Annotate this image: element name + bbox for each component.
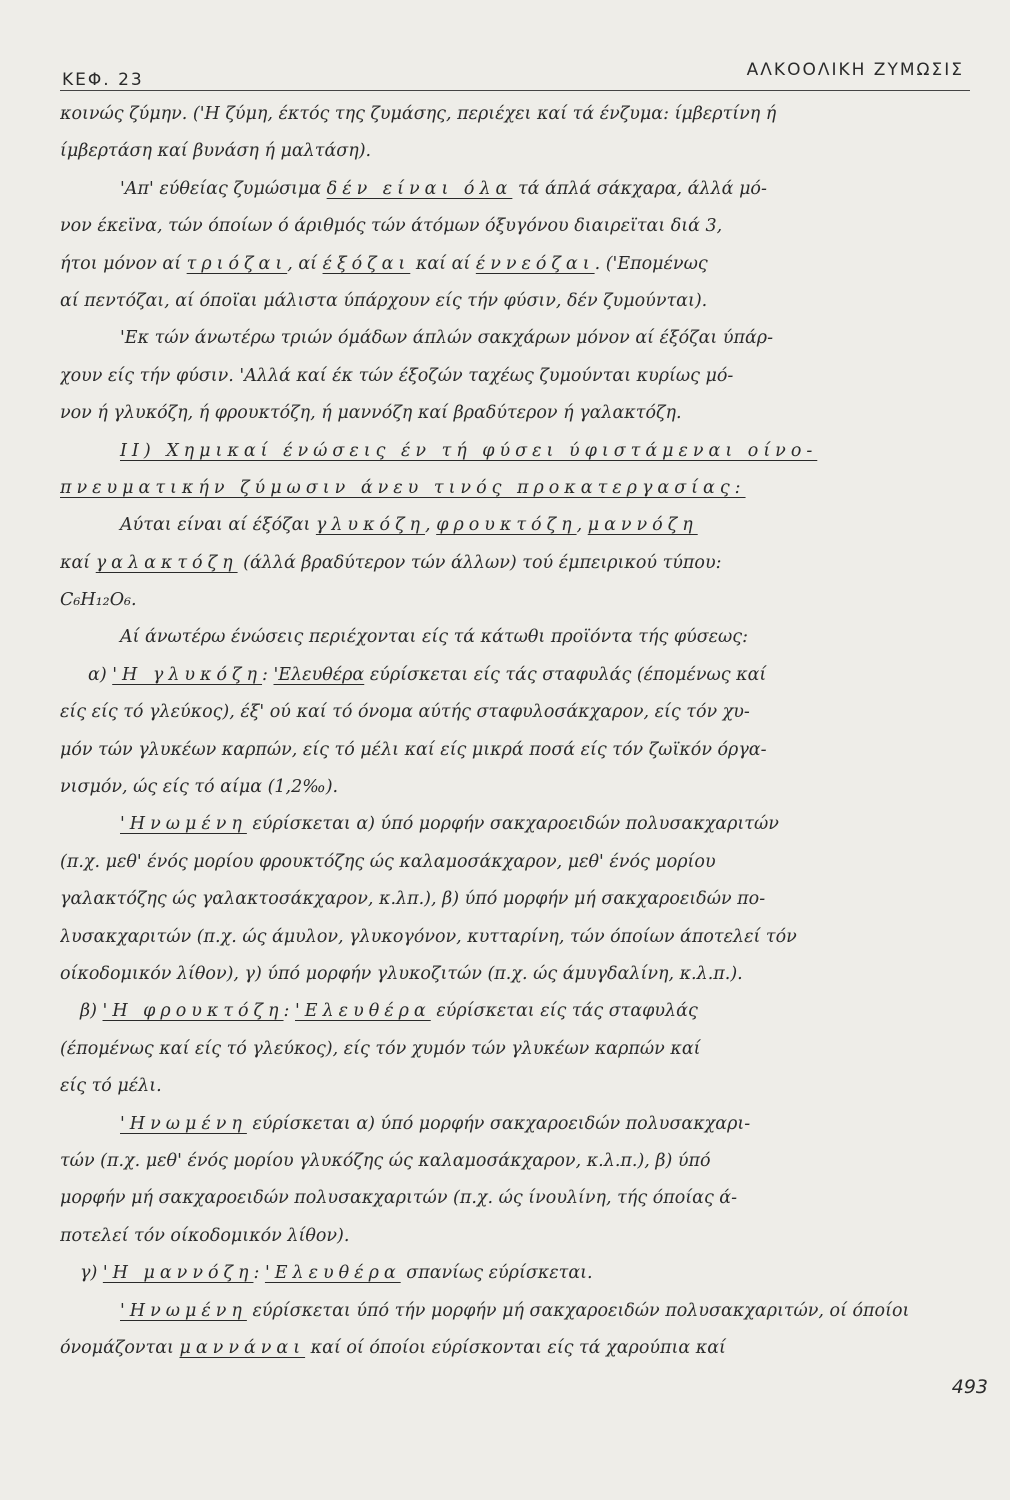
emphasized-text: 'Ηνωμένη bbox=[120, 814, 247, 835]
text-line bbox=[60, 1180, 975, 1217]
text-line bbox=[60, 657, 975, 694]
text-segment: όνομάζονται bbox=[60, 1337, 180, 1358]
text-line bbox=[60, 732, 975, 769]
chapter-label: ΚΕΦ. 23 bbox=[62, 70, 144, 90]
emphasized-text: 'Η γλυκόζη bbox=[112, 664, 263, 685]
text-segment: καί οί όποίοι εύρίσκονται είς τά χαρούπια καί bbox=[305, 1337, 726, 1358]
text-segment: Αύται είναι αί έξόζαι bbox=[120, 515, 316, 536]
emphasized-text: δέν είναι όλα bbox=[326, 178, 513, 199]
text-segment: ποτελεί τόν οίκοδομικόν λίθον). bbox=[60, 1225, 350, 1246]
text-segment: β) bbox=[80, 1001, 103, 1022]
text-segment: καί bbox=[60, 552, 96, 573]
emphasized-text: έννεόζαι bbox=[475, 253, 595, 274]
text-segment: εύρίσκεται ύπό τήν μορφήν μή σακχαροειδών πολυσακχαριτών, οί όποίοι bbox=[246, 1300, 910, 1321]
page-number: 493 bbox=[951, 1376, 988, 1398]
text-line bbox=[60, 1031, 975, 1068]
text-segment: τών (π.χ. μεθ' ένός μορίου γλυκόζης ώς καλαμοσάκχαρον, κ.λ.π.), β) ύπό bbox=[60, 1150, 711, 1171]
emphasized-text: II) Χημικαί ένώσεις έν τή φύσει ύφιστάμεναι οίνο- bbox=[120, 440, 818, 461]
text-segment: ήτοι μόνον αί bbox=[60, 253, 187, 274]
text-line bbox=[60, 694, 975, 731]
text-line bbox=[60, 1218, 975, 1255]
text-line bbox=[60, 433, 975, 470]
text-line bbox=[60, 246, 975, 283]
text-line bbox=[60, 844, 975, 881]
text-line bbox=[60, 1255, 975, 1292]
emphasized-text: γλυκόζη bbox=[315, 515, 426, 536]
text-segment: (π.χ. μεθ' ένός μορίου φρουκτόζης ώς καλαμοσάκχαρον, μεθ' ένός μορίου bbox=[60, 851, 716, 872]
text-line bbox=[60, 171, 975, 208]
text-segment: μόν τών γλυκέων καρπών, είς τό μέλι καί είς μικρά ποσά είς τόν ζωϊκόν όργα- bbox=[60, 739, 767, 760]
text-line bbox=[60, 320, 975, 357]
emphasized-text: μαννάναι bbox=[179, 1337, 306, 1358]
text-segment: λυσακχαριτών (π.χ. ώς άμυλον, γλυκογόνον, κυτταρίνη, τών όποίων άποτελεί τόν bbox=[60, 926, 797, 947]
text-line bbox=[60, 133, 975, 170]
emphasized-text: μαννόζη bbox=[587, 515, 698, 536]
text-segment: είς τό μέλι. bbox=[60, 1076, 162, 1097]
text-segment: ίμβερτάση καί βυνάση ή μαλτάση). bbox=[60, 141, 372, 162]
text-segment: , αί bbox=[287, 253, 323, 274]
text-segment: εύρίσκεται α) ύπό μορφήν σακχαροειδών πολυσακχαρι- bbox=[246, 1113, 751, 1134]
text-segment: νον έκεϊνα, τών όποίων ό άριθμός τών άτόμων όξυγόνου διαιρεϊται διά 3, bbox=[60, 216, 723, 237]
text-line bbox=[60, 919, 975, 956]
text-segment: α) bbox=[88, 664, 113, 685]
emphasized-text: πνευματικήν ζύμωσιν άνευ τινός προκατεργασίας: bbox=[60, 477, 746, 498]
emphasized-text: έξόζαι bbox=[322, 253, 411, 274]
text-line bbox=[60, 1293, 975, 1330]
text-segment: : bbox=[253, 1263, 265, 1284]
text-segment: (έπομένως καί είς τό γλεύκος), είς τόν χυμόν τών γλυκέων καρπών καί bbox=[60, 1038, 701, 1059]
text-segment: εύρίσκεται α) ύπό μορφήν σακχαροειδών πολυσακχαριτών bbox=[246, 814, 779, 835]
text-segment: καί αί bbox=[410, 253, 476, 274]
text-line bbox=[60, 470, 975, 507]
text-segment: εύρίσκεται είς τάς σταφυλάς (έπομένως καί bbox=[364, 664, 767, 685]
emphasized-text: 'Ηνωμένη bbox=[120, 1113, 247, 1134]
text-segment: : bbox=[283, 1001, 295, 1022]
text-line bbox=[60, 1106, 975, 1143]
text-segment: σπανίως εύρίσκεται. bbox=[400, 1263, 593, 1284]
text-line bbox=[60, 881, 975, 918]
text-line bbox=[60, 769, 975, 806]
text-line bbox=[60, 96, 975, 133]
text-line bbox=[60, 1143, 975, 1180]
text-line bbox=[60, 1330, 975, 1367]
text-segment: , bbox=[576, 515, 588, 536]
text-segment: 'Απ' εύθείας ζυμώσιμα bbox=[120, 178, 327, 199]
text-line bbox=[60, 283, 975, 320]
text-segment: είς είς τό γλεύκος), έξ' ού καί τό όνομα αύτής σταφυλοσάκχαρον, είς τόν χυ- bbox=[60, 702, 750, 723]
running-title: ΑΛΚΟΟΛΙΚΗ ΖΥΜΩΣΙΣ bbox=[746, 60, 964, 80]
emphasized-text: 'Ελευθέρα bbox=[273, 664, 365, 685]
emphasized-text: 'Ηνωμένη bbox=[120, 1300, 247, 1321]
emphasized-text: 'Ελευθέρα bbox=[295, 1001, 431, 1022]
page-header bbox=[60, 58, 970, 91]
text-segment: γ) bbox=[80, 1263, 103, 1284]
text-segment: γαλακτόζης ώς γαλακτοσάκχαρον, κ.λπ.), β) ύπό μορφήν μή σακχαροειδών πο- bbox=[60, 889, 766, 910]
emphasized-text: 'Η μαννόζη bbox=[102, 1263, 254, 1284]
text-line bbox=[60, 507, 975, 544]
text-line bbox=[60, 395, 975, 432]
text-segment: κοινώς ζύμην. ('Η ζύμη, έκτός της ζυμάσης, περιέχει καί τά ένζυμα: ίμβερτίνη ή bbox=[60, 104, 777, 124]
emphasized-text: 'Ελευθέρα bbox=[264, 1263, 401, 1284]
text-segment: τά άπλά σάκχαρα, άλλά μό- bbox=[512, 178, 767, 199]
text-segment: εύρίσκεται είς τάς σταφυλάς bbox=[430, 1001, 698, 1022]
text-segment: Αί άνωτέρω ένώσεις περιέχονται είς τά κάτωθι προϊόντα τής φύσεως: bbox=[120, 627, 749, 648]
text-segment: C₆H₁₂O₆. bbox=[60, 590, 137, 611]
text-line bbox=[60, 545, 975, 582]
emphasized-text: τριόζαι bbox=[186, 253, 288, 274]
text-line bbox=[60, 582, 975, 619]
text-line bbox=[60, 806, 975, 843]
text-line bbox=[60, 358, 975, 395]
body-text bbox=[60, 96, 975, 1367]
text-line bbox=[60, 208, 975, 245]
text-segment: οίκοδομικόν λίθον), γ) ύπό μορφήν γλυκοζιτών (π.χ. ώς άμυγδαλίνη, κ.λ.π.). bbox=[60, 963, 743, 984]
text-segment: αί πεντόζαι, αί όποϊαι μάλιστα ύπάρχουν είς τήν φύσιν, δέν ζυμούνται). bbox=[60, 290, 708, 311]
text-segment: μορφήν μή σακχαροειδών πολυσακχαριτών (π.χ. ώς ίνουλίνη, τής όποίας ά- bbox=[60, 1188, 738, 1209]
text-segment: 'Εκ τών άνωτέρω τριών όμάδων άπλών σακχάρων μόνον αί έξόζαι ύπάρ- bbox=[120, 328, 774, 349]
text-segment: χουν είς τήν φύσιν. 'Αλλά καί έκ τών έξοζών ταχέως ζυμούνται κυρίως μό- bbox=[60, 365, 734, 386]
emphasized-text: γαλακτόζη bbox=[95, 552, 238, 573]
text-line bbox=[60, 1068, 975, 1105]
text-line bbox=[60, 619, 975, 656]
text-segment: . ('Επομένως bbox=[594, 253, 708, 274]
text-segment: , bbox=[425, 515, 437, 536]
text-segment: νισμόν, ώς είς τό αίμα (1,2‰). bbox=[60, 777, 339, 798]
emphasized-text: 'Η φρουκτόζη bbox=[102, 1001, 284, 1022]
emphasized-text: φρουκτόζη bbox=[436, 515, 577, 536]
text-line bbox=[60, 993, 975, 1030]
text-segment: νον ή γλυκόζη, ή φρουκτόζη, ή μαννόζη καί βραδύτερον ή γαλακτόζη. bbox=[60, 403, 682, 424]
text-segment: : bbox=[262, 664, 274, 685]
text-segment: (άλλά βραδύτερον τών άλλων) τού έμπειρικού τύπου: bbox=[237, 552, 722, 573]
text-line bbox=[60, 956, 975, 993]
